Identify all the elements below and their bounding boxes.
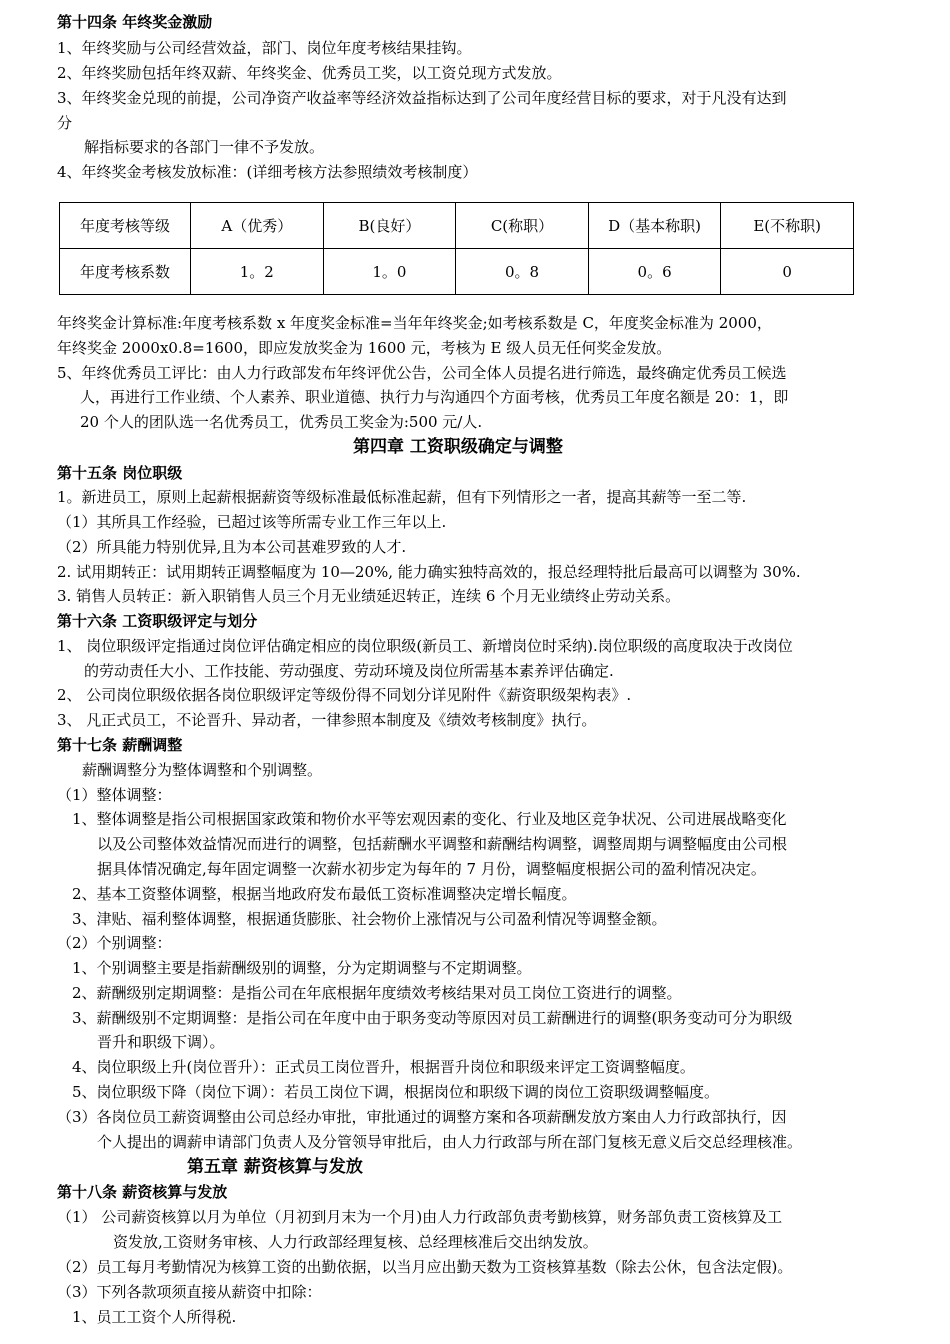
text-line: 3、 凡正式员工，不论晋升、异动者，一律参照本制度及《绩效考核制度》执行。: [57, 711, 597, 729]
article-heading: 第十七条 薪酬调整: [57, 736, 183, 754]
text-line: 20 个人的团队选一名优秀员工，优秀员工奖金为:500 元/人.: [80, 413, 483, 431]
table-cell: D（基本称职): [588, 203, 721, 249]
text-line: 3. 销售人员转正：新入职销售人员三个月无业绩延迟转正，连续 6 个月无业绩终止劳动关系。: [57, 587, 681, 605]
table-cell: 1。0: [323, 249, 456, 295]
text-line: 3、年终奖金兑现的前提，公司净资产收益率等经济效益指标达到了公司年度经营目标的要求，对于凡没有达到: [57, 89, 787, 107]
text-line: 2、薪酬级别定期调整：是指公司在年底根据年度绩效考核结果对员工岗位工资进行的调整。: [72, 984, 682, 1002]
table-cell: C(称职）: [456, 203, 589, 249]
text-line: 5、年终优秀员工评比：由人力行政部发布年终评优公告，公司全体人员提名进行筛选，最终确定优秀员工候选: [57, 364, 787, 382]
text-line: 3、薪酬级别不定期调整：是指公司在年度中由于职务变动等原因对员工薪酬进行的调整(职务变动可分为职级: [72, 1009, 793, 1027]
text-line: 1、年终奖励与公司经营效益，部门、岗位年度考核结果挂钩。: [57, 39, 472, 57]
text-line: 2、 公司岗位职级依据各岗位职级评定等级份得不同划分详见附件《薪资职级架构表》.: [57, 686, 632, 704]
article-heading: 第十四条 年终奖金激励: [57, 13, 213, 31]
text-line: 2、年终奖励包括年终双薪、年终奖金、优秀员工奖，以工资兑现方式发放。: [57, 64, 562, 82]
table-row-header: 年度考核系数: [60, 249, 191, 295]
chapter-heading: 第四章 工资职级确定与调整: [353, 437, 563, 457]
text-line: 1、员工工资个人所得税.: [72, 1308, 237, 1326]
text-line: 个人提出的调薪申请部门负责人及分管领导审批后，由人力行政部与所在部门复核无意义后交总经理核准。: [97, 1133, 803, 1151]
text-line: 3、津贴、福利整体调整，根据通货膨胀、社会物价上涨情况与公司盈利情况等调整金额。: [72, 910, 667, 928]
text-line: 资发放,工资财务审核、人力行政部经理复核、总经理核准后交出纳发放。: [113, 1233, 598, 1251]
table-row: [60, 203, 854, 249]
text-line: 1、整体调整是指公司根据国家政策和物价水平等宏观因素的变化、行业及地区竞争状况、公司进展战略变化: [72, 810, 787, 828]
text-line: （2）所具能力特别优异,且为本公司甚难罗致的人才.: [57, 538, 407, 556]
text-line: 年终奖金 2000x0.8=1600，即应发放奖金为 1600 元，考核为 E 级人员无任何奖金发放。: [57, 339, 672, 357]
text-line: 1、个别调整主要是指薪酬级别的调整，分为定期调整与不定期调整。: [72, 959, 532, 977]
table-cell: E(不称职): [721, 203, 854, 249]
table-row: [60, 249, 854, 295]
text-line: 晋升和职级下调）。: [97, 1033, 225, 1051]
text-line: 1、 岗位职级评定指通过岗位评估确定相应的岗位职级(新员工、新增岗位时采纳).岗位职级的高度取决于改岗位: [57, 637, 793, 655]
text-line: （3）下列各款项须直接从薪资中扣除：: [57, 1283, 322, 1301]
text-line: 分: [57, 114, 73, 132]
text-line: 4、年终奖金考核发放标准：(详细考核方法参照绩效考核制度）: [57, 163, 478, 181]
text-line: 据具体情况确定,每年固定调整一次薪水初步定为每年的 7 月份，调整幅度根据公司的盈利情况决定。: [97, 860, 766, 878]
text-line: 解指标要求的各部门一律不予发放。: [84, 138, 325, 156]
text-line: 薪酬调整分为整体调整和个别调整。: [82, 761, 323, 779]
text-line: 1。新进员工，原则上起薪根据薪资等级标准最低标准起薪，但有下列情形之一者，提高其薪等一至二等.: [57, 488, 747, 506]
text-line: （2）员工每月考勤情况为核算工资的出勤依据，以当月应出勤天数为工资核算基数（除去公休，包含法定假)。: [57, 1258, 793, 1276]
text-line: （2）个别调整：: [57, 934, 172, 952]
article-heading: 第十五条 岗位职级: [57, 464, 183, 482]
text-line: 人，再进行工作业绩、个人素养、职业道德、执行力与沟通四个方面考核，优秀员工年度名额是 20：1，即: [80, 388, 789, 406]
table-cell: 0。8: [456, 249, 589, 295]
table-cell: 0。6: [588, 249, 721, 295]
text-line: 4、岗位职级上升(岗位晋升）：正式员工岗位晋升，根据晋升岗位和职级来评定工资调整幅度。: [72, 1058, 695, 1076]
chapter-heading: 第五章 薪资核算与发放: [187, 1157, 363, 1177]
text-line: 以及公司整体效益情况而进行的调整，包括薪酬水平调整和薪酬结构调整，调整周期与调整幅度由公司根: [97, 835, 788, 853]
article-heading: 第十六条 工资职级评定与划分: [57, 612, 258, 630]
table-cell: B(良好）: [323, 203, 456, 249]
text-line: 2、基本工资整体调整，根据当地政府发布最低工资标准调整决定增长幅度。: [72, 885, 577, 903]
text-line: 5、岗位职级下降（岗位下调）：若员工岗位下调，根据岗位和职级下调的岗位工资职级调整幅度。: [72, 1083, 720, 1101]
table-row-header: 年度考核等级: [60, 203, 191, 249]
text-line: （3）各岗位员工薪资调整由公司总经办审批，审批通过的调整方案和各项薪酬发放方案由人力行政部执行，因: [57, 1108, 787, 1126]
grade-coefficient-table: [59, 202, 854, 295]
table-cell: A（优秀）: [191, 203, 324, 249]
text-line: （1）其所具工作经验，已超过该等所需专业工作三年以上.: [57, 513, 447, 531]
text-line: 2. 试用期转正：试用期转正调整幅度为 10—20%, 能力确实独特高效的，报总经理特批后最高可以调整为 30%.: [57, 563, 801, 581]
text-line: （1）整体调整：: [57, 786, 172, 804]
text-line: （1） 公司薪资核算以月为单位（月初到月末为一个月)由人力行政部负责考勤核算，财务部负责工资核算及工: [57, 1208, 783, 1226]
table-cell: 0: [721, 249, 854, 295]
text-line: 的劳动责任大小、工作技能、劳动强度、劳动环境及岗位所需基本素养评估确定.: [84, 662, 614, 680]
text-line: 年终奖金计算标准:年度考核系数 x 年度奖金标准=当年年终奖金;如考核系数是 C，年度奖金标准为 2000，: [57, 314, 772, 332]
article-heading: 第十八条 薪资核算与发放: [57, 1183, 228, 1201]
table-cell: 1。2: [191, 249, 324, 295]
